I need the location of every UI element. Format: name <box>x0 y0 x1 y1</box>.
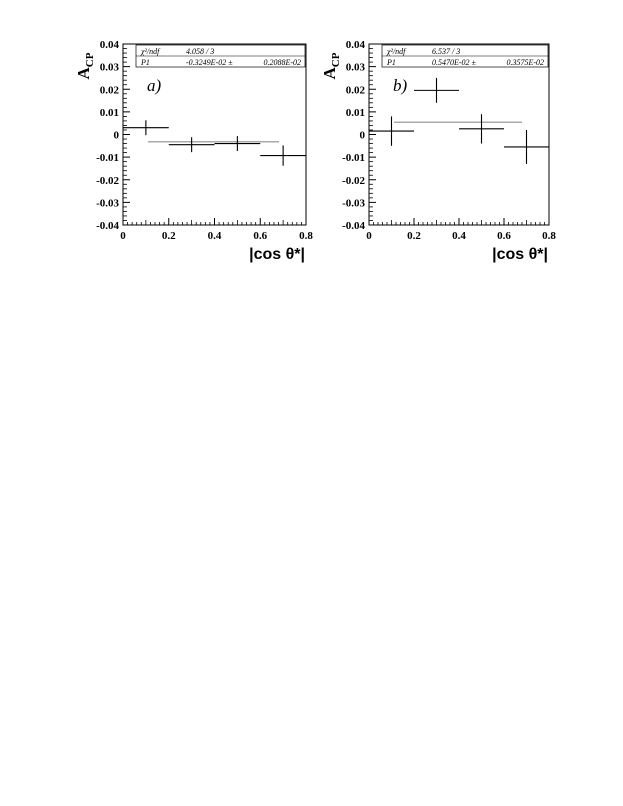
stats-row1-value: 6.537 / 3 <box>432 47 461 56</box>
data-point <box>414 78 459 103</box>
x-tick-label: 0.2 <box>161 230 176 242</box>
y-tick-label: 0.01 <box>99 106 119 119</box>
stats-row2-value: -0.3249E-02 ± <box>186 58 233 67</box>
y-axis-label-sub: CP <box>330 52 342 68</box>
panel-label: a) <box>147 76 162 95</box>
panel-label: b) <box>393 76 408 95</box>
y-tick-label: 0.04 <box>99 39 119 51</box>
plot-frame <box>123 44 306 225</box>
y-tick-label: 0 <box>113 129 119 142</box>
data-point <box>504 130 549 164</box>
data-point <box>260 145 306 165</box>
stats-row1-label: χ²/ndf <box>387 47 406 56</box>
y-axis-label-main: A <box>320 67 339 80</box>
stats-row2-label: P1 <box>387 58 396 67</box>
y-tick-label: 0.04 <box>345 39 365 51</box>
x-tick-label: 0.2 <box>407 230 421 242</box>
data-point <box>215 136 261 151</box>
chart-panel-2 <box>320 39 556 263</box>
y-tick-label: 0.02 <box>99 84 119 97</box>
y-tick-label: -0.04 <box>96 220 119 232</box>
y-tick-label: -0.04 <box>342 220 365 232</box>
chart-panel-1 <box>74 39 313 263</box>
data-point <box>123 120 169 135</box>
data-point <box>459 114 504 143</box>
x-tick-label: 0.6 <box>497 230 511 242</box>
stats-row2-value: 0.5470E-02 ± <box>432 58 476 67</box>
y-tick-label: 0.01 <box>345 106 365 119</box>
stats-row2-error: 0.3575E-02 <box>506 58 544 67</box>
y-axis-label <box>320 52 342 79</box>
y-tick-label: -0.03 <box>342 197 365 210</box>
y-axis-label <box>74 52 96 79</box>
x-tick-label: 0.4 <box>207 230 222 242</box>
x-tick-label: 0.8 <box>542 230 556 242</box>
y-tick-label: -0.01 <box>96 152 119 165</box>
y-tick-label: 0 <box>359 129 365 142</box>
plot-frame <box>369 44 549 225</box>
stats-row1-label: χ²/ndf <box>141 47 160 56</box>
x-tick-label: 0.4 <box>452 230 466 242</box>
x-axis-label: |cos θ*| <box>249 246 305 263</box>
x-tick-label: 0.6 <box>253 230 268 242</box>
stats-row2-label: P1 <box>141 58 150 67</box>
data-point <box>369 116 414 145</box>
y-axis-label-main: A <box>74 67 93 80</box>
y-tick-label: -0.02 <box>342 174 365 187</box>
stats-row1-value: 4.058 / 3 <box>186 47 215 56</box>
data-point <box>169 137 215 152</box>
y-tick-label: 0.03 <box>99 61 119 74</box>
y-axis-label-sub: CP <box>84 52 96 68</box>
x-axis-label: |cos θ*| <box>492 246 548 263</box>
y-tick-label: -0.03 <box>96 197 119 210</box>
y-tick-label: -0.01 <box>342 152 365 165</box>
y-tick-label: 0.03 <box>345 61 365 74</box>
x-tick-label: 0 <box>366 230 372 242</box>
x-tick-label: 0 <box>120 230 126 242</box>
stats-row2-error: 0.2088E-02 <box>263 58 301 67</box>
y-tick-label: 0.02 <box>345 84 365 97</box>
x-tick-label: 0.8 <box>299 230 313 242</box>
y-tick-label: -0.02 <box>96 174 119 187</box>
